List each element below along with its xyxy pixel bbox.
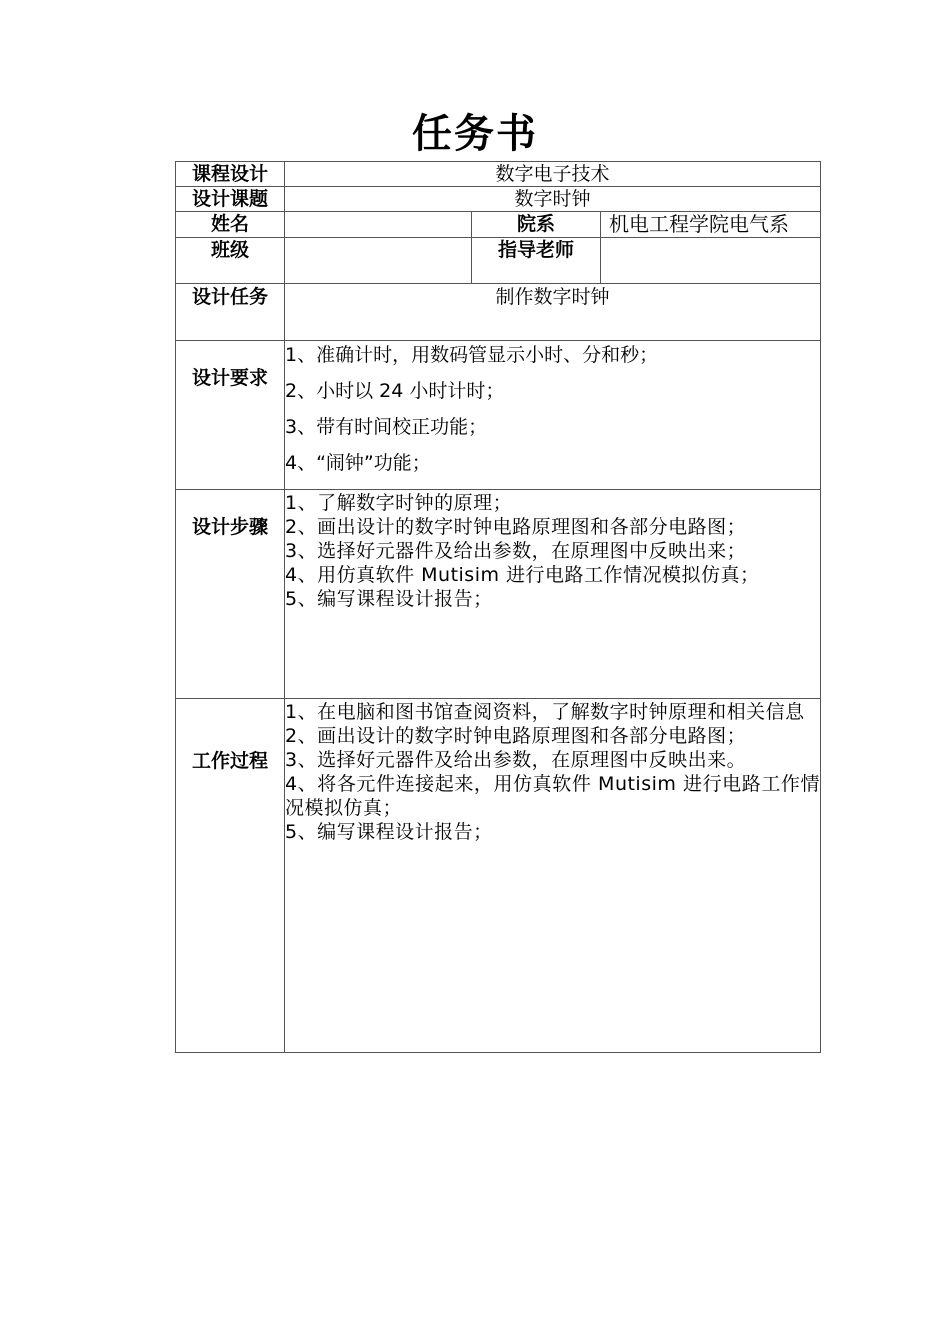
process-item: 5、编写课程设计报告； bbox=[285, 821, 493, 843]
row-task bbox=[176, 284, 821, 341]
step-item: 5、编写课程设计报告； bbox=[285, 588, 493, 610]
requirements-label: 设计要求 bbox=[176, 341, 285, 490]
row-course bbox=[176, 162, 821, 187]
step-item: 2、画出设计的数字时钟电路原理图和各部分电路图； bbox=[285, 516, 747, 538]
row-topic bbox=[176, 187, 821, 212]
course-value: 数字电子技术 bbox=[285, 162, 821, 187]
name-value bbox=[285, 212, 472, 238]
topic-value: 数字时钟 bbox=[285, 187, 821, 212]
requirement-item: 1、准确计时，用数码管显示小时、分和秒； bbox=[285, 344, 659, 366]
process-item: 3、选择好元器件及给出参数，在原理图中反映出来。 bbox=[285, 749, 747, 771]
topic-label: 设计课题 bbox=[176, 187, 285, 212]
advisor-value bbox=[601, 238, 821, 284]
requirement-item: 3、带有时间校正功能； bbox=[285, 416, 488, 438]
process-item: 4、将各元件连接起来，用仿真软件 Mutisim 进行电路工作情况模拟仿真； bbox=[285, 773, 821, 819]
dept-value: 机电工程学院电气系 bbox=[601, 212, 821, 238]
name-label: 姓名 bbox=[176, 212, 285, 238]
row-class bbox=[176, 238, 821, 284]
course-label: 课程设计 bbox=[176, 162, 285, 187]
task-label: 设计任务 bbox=[176, 284, 285, 341]
row-requirements bbox=[176, 341, 821, 490]
document-title: 任务书 bbox=[412, 111, 538, 157]
steps-label: 设计步骤 bbox=[176, 490, 285, 699]
step-item: 1、了解数字时钟的原理； bbox=[285, 492, 513, 514]
requirement-item: 2、小时以 24 小时计时； bbox=[285, 380, 505, 402]
process-item: 2、画出设计的数字时钟电路原理图和各部分电路图； bbox=[285, 725, 747, 747]
steps-list bbox=[285, 490, 821, 699]
row-name bbox=[176, 212, 821, 238]
step-item: 3、选择好元器件及给出参数，在原理图中反映出来； bbox=[285, 540, 747, 562]
row-process bbox=[176, 699, 821, 1053]
step-item: 4、用仿真软件 Mutisim 进行电路工作情况模拟仿真； bbox=[285, 564, 760, 586]
requirement-item: 4、“闹钟”功能； bbox=[285, 452, 431, 474]
dept-label: 院系 bbox=[472, 212, 601, 238]
class-value bbox=[285, 238, 472, 284]
task-table bbox=[175, 161, 821, 1053]
class-label: 班级 bbox=[176, 238, 285, 284]
advisor-label: 指导老师 bbox=[472, 238, 601, 284]
process-item: 1、在电脑和图书馆查阅资料，了解数字时钟原理和相关信息 bbox=[285, 701, 805, 723]
process-label: 工作过程 bbox=[176, 699, 285, 1053]
task-value: 制作数字时钟 bbox=[285, 284, 821, 341]
row-steps bbox=[176, 490, 821, 699]
requirements-list bbox=[285, 341, 821, 490]
process-list bbox=[285, 699, 821, 1053]
